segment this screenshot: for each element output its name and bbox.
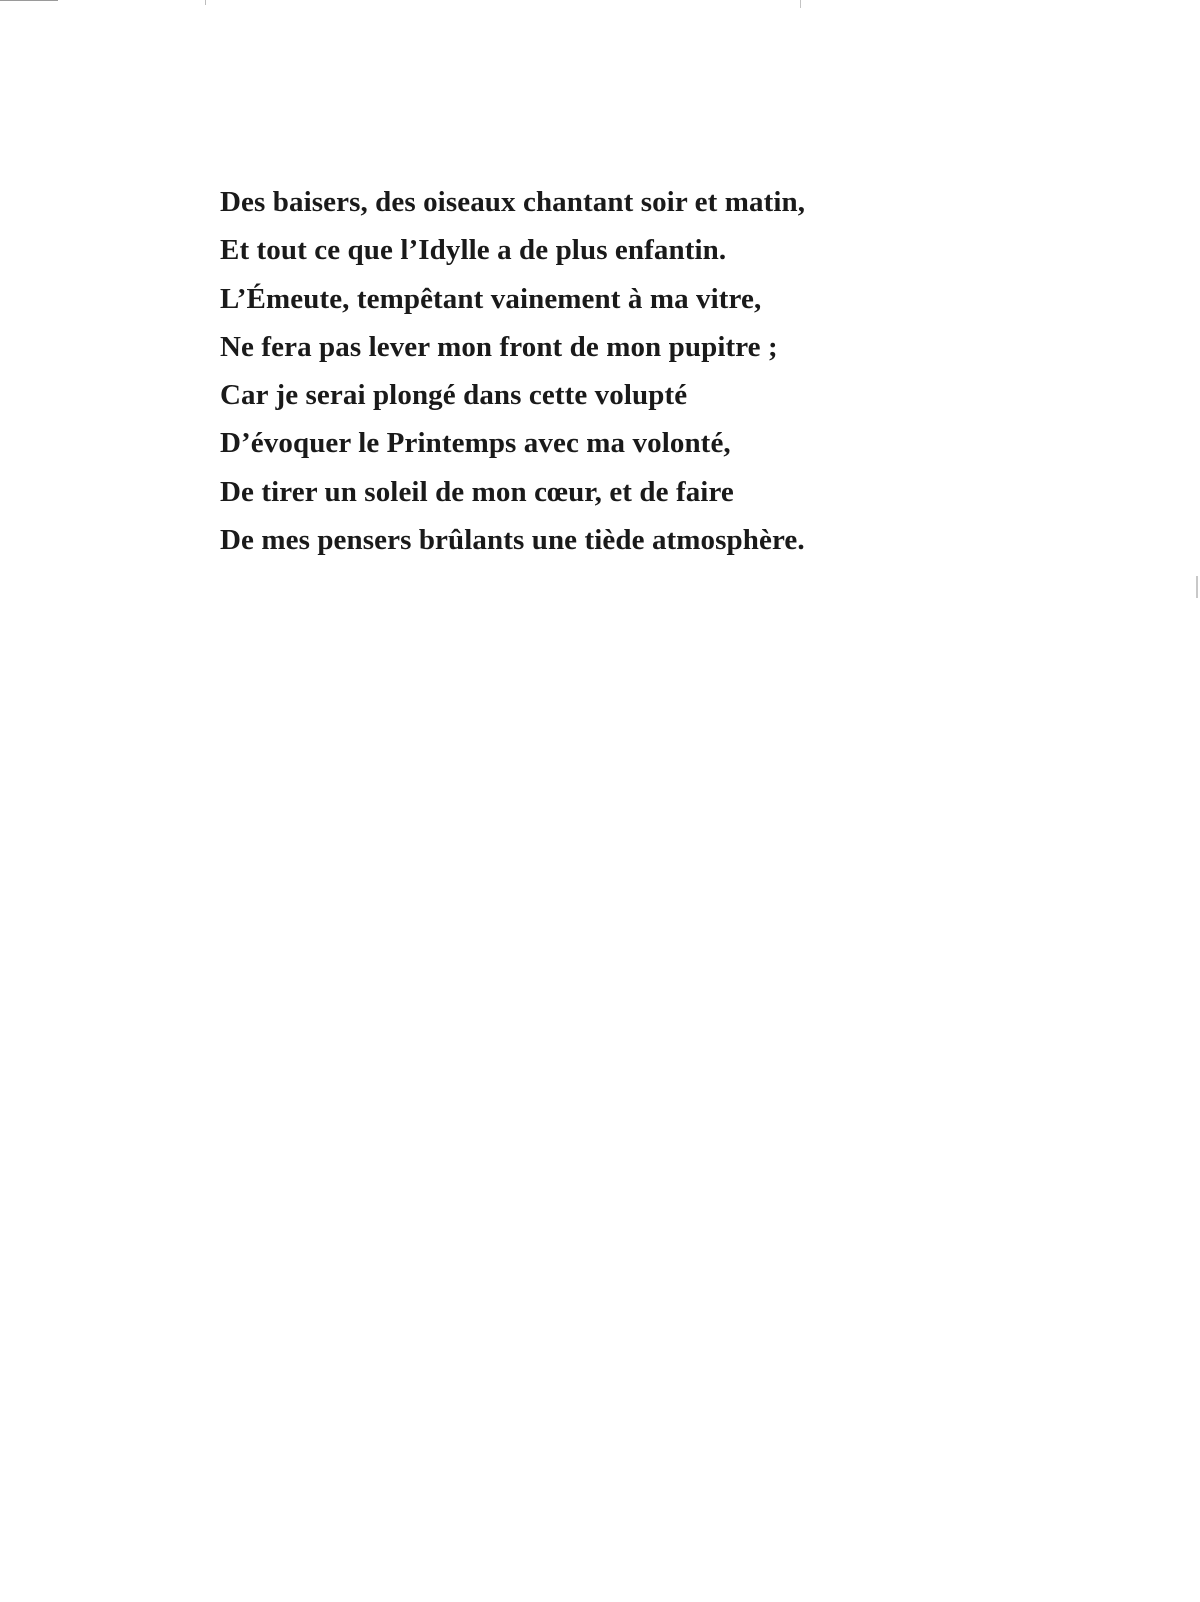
scan-edge-mark <box>0 0 58 1</box>
poem-stanza <box>220 178 1120 564</box>
scan-edge-mark <box>1196 576 1198 598</box>
poem-line: D’évoquer le Printemps avec ma volonté, <box>220 427 731 460</box>
poem-line: De tirer un soleil de mon cœur, et de faire <box>220 475 734 508</box>
poem-line: Car je serai plongé dans cette volupté <box>220 379 688 412</box>
poem-line: Ne fera pas lever mon front de mon pupitre ; <box>220 330 778 363</box>
poem-line: L’Émeute, tempêtant vainement à ma vitre, <box>220 282 762 315</box>
scan-edge-mark <box>205 0 206 5</box>
poem-line: De mes pensers brûlants une tiède atmosphère. <box>220 524 805 557</box>
poem-line: Des baisers, des oiseaux chantant soir et matin, <box>220 186 806 218</box>
poem-line: Et tout ce que l’Idylle a de plus enfantin. <box>220 234 727 267</box>
scan-edge-mark <box>800 0 801 8</box>
